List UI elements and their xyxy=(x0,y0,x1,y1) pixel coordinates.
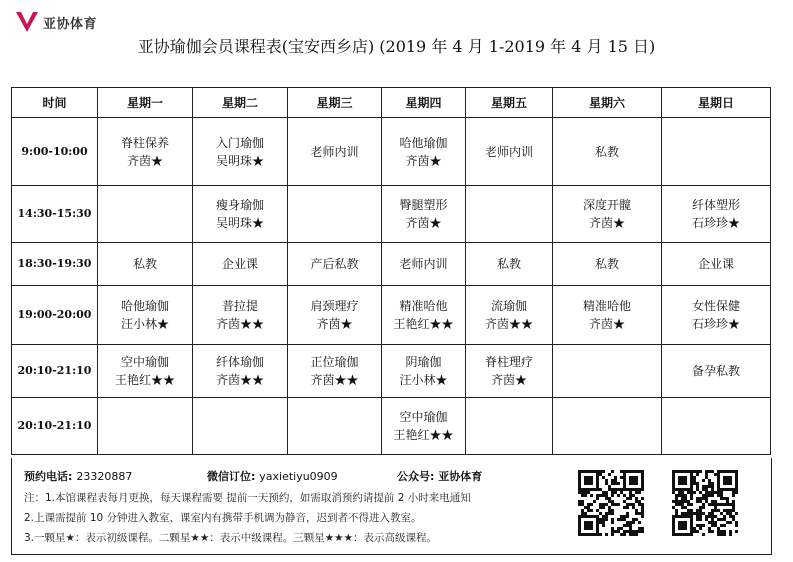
class-name: 纤体瑜伽 xyxy=(215,355,264,369)
account-info xyxy=(397,468,482,484)
wechat-label: 微信订位: xyxy=(207,470,256,483)
class-name: 精准哈他 xyxy=(399,299,448,313)
class-cell xyxy=(662,118,771,186)
teacher-name: 齐茵★★ xyxy=(215,317,264,331)
brand-logo xyxy=(14,10,97,34)
teacher-name: 石珍珍★ xyxy=(691,216,740,230)
class-cell xyxy=(553,118,662,186)
class-cell xyxy=(382,118,466,186)
class-cell xyxy=(288,186,382,243)
class-name: 脊柱保养 xyxy=(120,135,169,150)
time-slot: 14:30-15:30 xyxy=(12,186,98,243)
schedule-table xyxy=(11,87,771,455)
class-cell xyxy=(193,186,288,243)
class-name: 正位瑜伽 xyxy=(310,355,359,369)
phone-info xyxy=(24,468,136,484)
class-cell xyxy=(466,286,553,345)
time-slot: 20:10-21:10 xyxy=(12,398,98,455)
teacher-name: 石珍珍★ xyxy=(691,317,740,331)
class-cell xyxy=(98,118,193,186)
table-row xyxy=(12,243,771,286)
header-day: 星期五 xyxy=(466,88,553,118)
class-name: 臀腿塑形 xyxy=(399,198,448,212)
qr-code-icon xyxy=(578,470,644,536)
class-cell xyxy=(98,398,193,455)
class-name: 女性保健 xyxy=(691,299,740,313)
class-cell xyxy=(553,286,662,345)
class-cell xyxy=(288,345,382,398)
class-cell xyxy=(193,118,288,186)
class-name: 瘦身瑜伽 xyxy=(215,198,264,212)
header-row xyxy=(12,88,771,118)
class-cell xyxy=(553,186,662,243)
header-day: 星期二 xyxy=(193,88,288,118)
class-cell xyxy=(193,398,288,455)
class-cell xyxy=(466,118,553,186)
account-label: 公众号: xyxy=(397,470,435,483)
teacher-name: 齐茵★ xyxy=(405,216,442,230)
table-row xyxy=(12,398,771,455)
class-cell xyxy=(553,398,662,455)
class-cell xyxy=(382,286,466,345)
time-slot: 19:00-20:00 xyxy=(12,286,98,345)
class-cell xyxy=(382,243,466,286)
teacher-name: 齐茵★ xyxy=(405,153,442,168)
wechat-id: yaxietiyu0909 xyxy=(259,470,338,483)
teacher-name: 吴明珠★ xyxy=(215,153,264,168)
table-row xyxy=(12,186,771,243)
class-name: 哈他瑜伽 xyxy=(120,299,169,313)
class-cell xyxy=(98,345,193,398)
class-name: 脊柱理疗 xyxy=(484,355,533,369)
teacher-name: 吴明珠★ xyxy=(215,216,264,230)
class-cell xyxy=(288,286,382,345)
note-line: 3.一颗星★：表示初级课程。二颗星★★：表示中级课程。三颗星★★★：表示高级课程。 xyxy=(24,532,437,544)
page-title: 亚协瑜伽会员课程表(宝安西乡店) (2019 年 4 月 1-2019 年 4 月 15 日) xyxy=(137,37,656,56)
time-slot: 18:30-19:30 xyxy=(12,243,98,286)
class-cell xyxy=(98,286,193,345)
class-cell xyxy=(288,398,382,455)
class-cell xyxy=(288,118,382,186)
note-line: 注：1.本馆课程表每月更换，每天课程需要 提前一天预约，如需取消预约请提前 2 小时来电通知 xyxy=(24,492,471,504)
header-day: 星期一 xyxy=(98,88,193,118)
class-cell xyxy=(553,243,662,286)
class-name: 私教 xyxy=(132,257,157,271)
teacher-name: 齐茵★ xyxy=(588,216,625,230)
class-name: 空中瑜伽 xyxy=(399,410,448,424)
class-cell xyxy=(98,186,193,243)
class-name: 老师内训 xyxy=(484,144,533,159)
class-cell xyxy=(98,243,193,286)
header-day: 星期三 xyxy=(288,88,382,118)
teacher-name: 齐茵★★ xyxy=(484,317,533,331)
class-name: 备孕私教 xyxy=(691,364,740,378)
class-cell xyxy=(382,345,466,398)
class-cell xyxy=(662,286,771,345)
class-cell xyxy=(466,398,553,455)
class-name: 私教 xyxy=(594,257,619,271)
class-cell xyxy=(662,186,771,243)
class-cell xyxy=(662,398,771,455)
time-slot: 20:10-21:10 xyxy=(12,345,98,398)
class-cell xyxy=(662,345,771,398)
class-name: 私教 xyxy=(496,257,521,271)
table-row xyxy=(12,286,771,345)
class-name: 精准哈他 xyxy=(582,299,631,313)
class-name: 哈他瑜伽 xyxy=(399,135,448,150)
teacher-name: 齐茵★★ xyxy=(310,373,359,387)
class-name: 阴瑜伽 xyxy=(405,355,442,369)
teacher-name: 齐茵★ xyxy=(588,317,625,331)
phone-label: 预约电话: xyxy=(24,470,73,483)
class-name: 流瑜伽 xyxy=(490,299,527,313)
note-line: 2.上课需提前 10 分钟进入教室，课室内有携带手机调为静音，迟到者不得进入教室。 xyxy=(24,512,422,524)
brand-name: 亚协体育 xyxy=(43,16,98,32)
teacher-name: 齐茵★★ xyxy=(215,373,264,387)
qr-code-icon xyxy=(672,470,738,536)
teacher-name: 齐茵★ xyxy=(316,317,353,331)
class-cell xyxy=(553,345,662,398)
account-name: 亚协体育 xyxy=(438,470,483,483)
class-name: 老师内训 xyxy=(399,257,448,271)
class-cell xyxy=(288,243,382,286)
teacher-name: 王艳红★★ xyxy=(393,428,454,442)
header-day: 星期日 xyxy=(662,88,771,118)
header-day: 星期六 xyxy=(553,88,662,118)
class-name: 普拉提 xyxy=(221,299,258,313)
class-cell xyxy=(193,345,288,398)
phone-number: 23320887 xyxy=(76,470,133,483)
class-name: 产后私教 xyxy=(310,257,359,271)
table-row xyxy=(12,345,771,398)
class-name: 深度开髋 xyxy=(582,198,631,212)
class-cell xyxy=(466,243,553,286)
class-name: 入门瑜伽 xyxy=(215,135,264,150)
class-cell xyxy=(466,186,553,243)
class-cell xyxy=(382,398,466,455)
brand-logo-icon xyxy=(14,10,40,34)
schedule-footer xyxy=(11,458,772,555)
class-name: 企业课 xyxy=(697,257,734,271)
time-slot: 9:00-10:00 xyxy=(12,118,98,186)
teacher-name: 汪小林★ xyxy=(120,317,169,331)
class-name: 老师内训 xyxy=(310,144,359,159)
class-name: 空中瑜伽 xyxy=(120,355,169,369)
class-name: 企业课 xyxy=(221,257,258,271)
class-name: 肩颈理疗 xyxy=(310,299,359,313)
class-name: 私教 xyxy=(594,144,619,159)
header-time: 时间 xyxy=(12,88,98,118)
class-cell xyxy=(193,243,288,286)
teacher-name: 汪小林★ xyxy=(399,373,448,387)
class-cell xyxy=(662,243,771,286)
teacher-name: 王艳红★★ xyxy=(114,373,175,387)
teacher-name: 王艳红★★ xyxy=(393,317,454,331)
class-cell xyxy=(382,186,466,243)
teacher-name: 齐茵★ xyxy=(126,153,163,168)
table-row xyxy=(12,118,771,186)
teacher-name: 齐茵★ xyxy=(490,373,527,387)
class-cell xyxy=(193,286,288,345)
class-cell xyxy=(466,345,553,398)
class-name: 纤体塑形 xyxy=(691,198,740,212)
header-day: 星期四 xyxy=(382,88,466,118)
wechat-info xyxy=(207,468,338,484)
